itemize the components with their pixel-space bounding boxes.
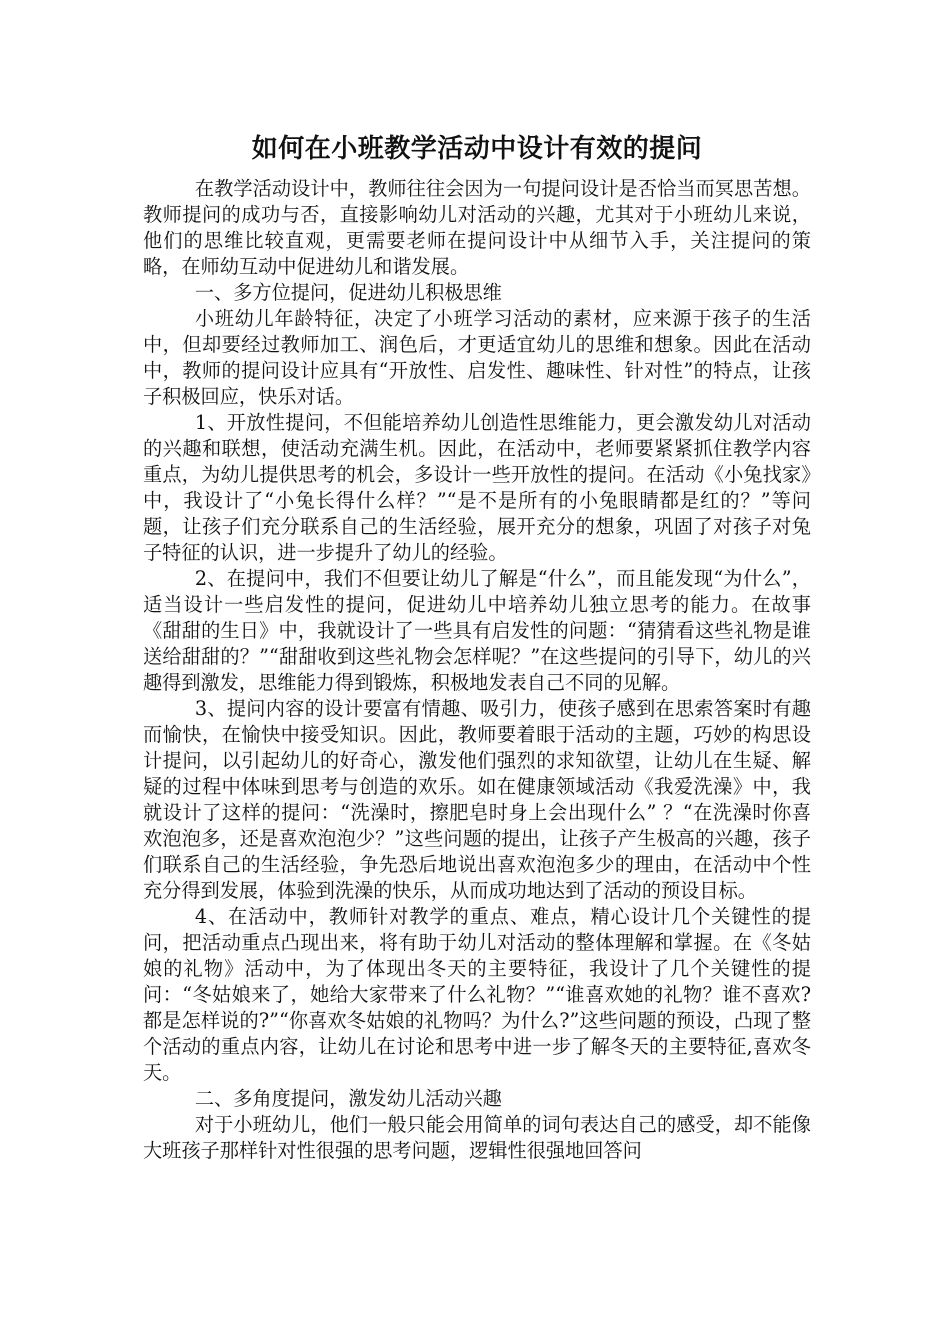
paragraph-inspiring-questions: 2、在提问中，我们不但要让幼儿了解是“什么”，而且能发现“为什么”，适当设计一些启发性的提问，促进幼儿中培养幼儿独立思考的能力。在故事《甜甜的生日》中，我就设计了一些具有启发性的问题：“猜猜看这些礼物是谁送给甜甜的？”“甜甜收到这些礼物会怎样呢？”在这些提问的引导下，幼儿的兴趣得到激发，思维能力得到锻炼，积极地发表自己不同的见解。 bbox=[143, 567, 811, 694]
paragraph-open-questions: 1、开放性提问，不但能培养幼儿创造性思维能力，更会激发幼儿对活动的兴趣和联想，使活动充满生机。因此，在活动中，老师要紧紧抓住教学内容重点，为幼儿提供思考的机会，多设计一些开放性的提问。在活动《小兔找家》中，我设计了“小兔长得什么样？”“是不是所有的小兔眼睛都是红的？”等问题，让孩子们充分联系自己的生活经验，展开充分的想象，巩固了对孩子对兔子特征的认识，进一步提升了幼儿的经验。 bbox=[143, 411, 811, 564]
document-content bbox=[143, 130, 811, 1164]
paragraph-multi-angle: 对于小班幼儿，他们一般只能会用简单的词句表达自己的感受，却不能像大班孩子那样针对性很强的思考问题，逻辑性很强地回答问 bbox=[143, 1113, 811, 1162]
section-heading-2: 二、多角度提问，激发幼儿活动兴趣 bbox=[194, 1087, 502, 1110]
section-heading-1: 一、多方位提问，促进幼儿积极思维 bbox=[194, 281, 502, 304]
paragraph-key-questions: 4、在活动中，教师针对教学的重点、难点，精心设计几个关键性的提问，把活动重点凸现出来，将有助于幼儿对活动的整体理解和掌握。在《冬姑娘的礼物》活动中，为了体现出冬天的主要特征，我设计了几个关键性的提问：“冬姑娘来了，她给大家带来了什么礼物？”“谁喜欢她的礼物？谁不喜欢?都是怎样说的?”“你喜欢冬姑娘的礼物吗？为什么?”这些问题的预设，凸现了整个活动的重点内容，让幼儿在讨论和思考中进一步了解冬天的主要特征,喜欢冬天。 bbox=[143, 905, 811, 1084]
paragraph-age-characteristics: 小班幼儿年龄特征，决定了小班学习活动的素材，应来源于孩子的生活中，但却要经过教师加工、润色后，才更适宜幼儿的思维和想象。因此在活动中，教师的提问设计应具有“开放性、启发性、趣味性、针对性”的特点，让孩子积极回应，快乐对话。 bbox=[143, 307, 811, 408]
paragraph-interesting-questions: 3、提问内容的设计要富有情趣、吸引力，使孩子感到在思索答案时有趣而愉快，在愉快中接受知识。因此，教师要着眼于活动的主题，巧妙的构思设计提问，以引起幼儿的好奇心，激发他们强烈的求知欲望，让幼儿在生疑、解疑的过程中体味到思考与创造的欢乐。如在健康领域活动《我爱洗澡》中，我就设计了这样的提问：“洗澡时，擦肥皂时身上会出现什么” ？“在洗澡时你喜欢泡泡多，还是喜欢泡泡少？”这些问题的提出，让孩子产生极高的兴趣，孩子们联系自己的生活经验，争先恐后地说出喜欢泡泡多少的理由，在活动中个性充分得到发展，体验到洗澡的快乐，从而成功地达到了活动的预设目标。 bbox=[143, 697, 811, 902]
document-title: 如何在小班教学活动中设计有效的提问 bbox=[251, 134, 703, 164]
intro-paragraph: 在教学活动设计中，教师往往会因为一句提问设计是否恰当而冥思苦想。教师提问的成功与否，直接影响幼儿对活动的兴趣，尤其对于小班幼儿来说，他们的思维比较直观，更需要老师在提问设计中从细节入手，关注提问的策略，在师幼互动中促进幼儿和谐发展。 bbox=[143, 177, 811, 278]
